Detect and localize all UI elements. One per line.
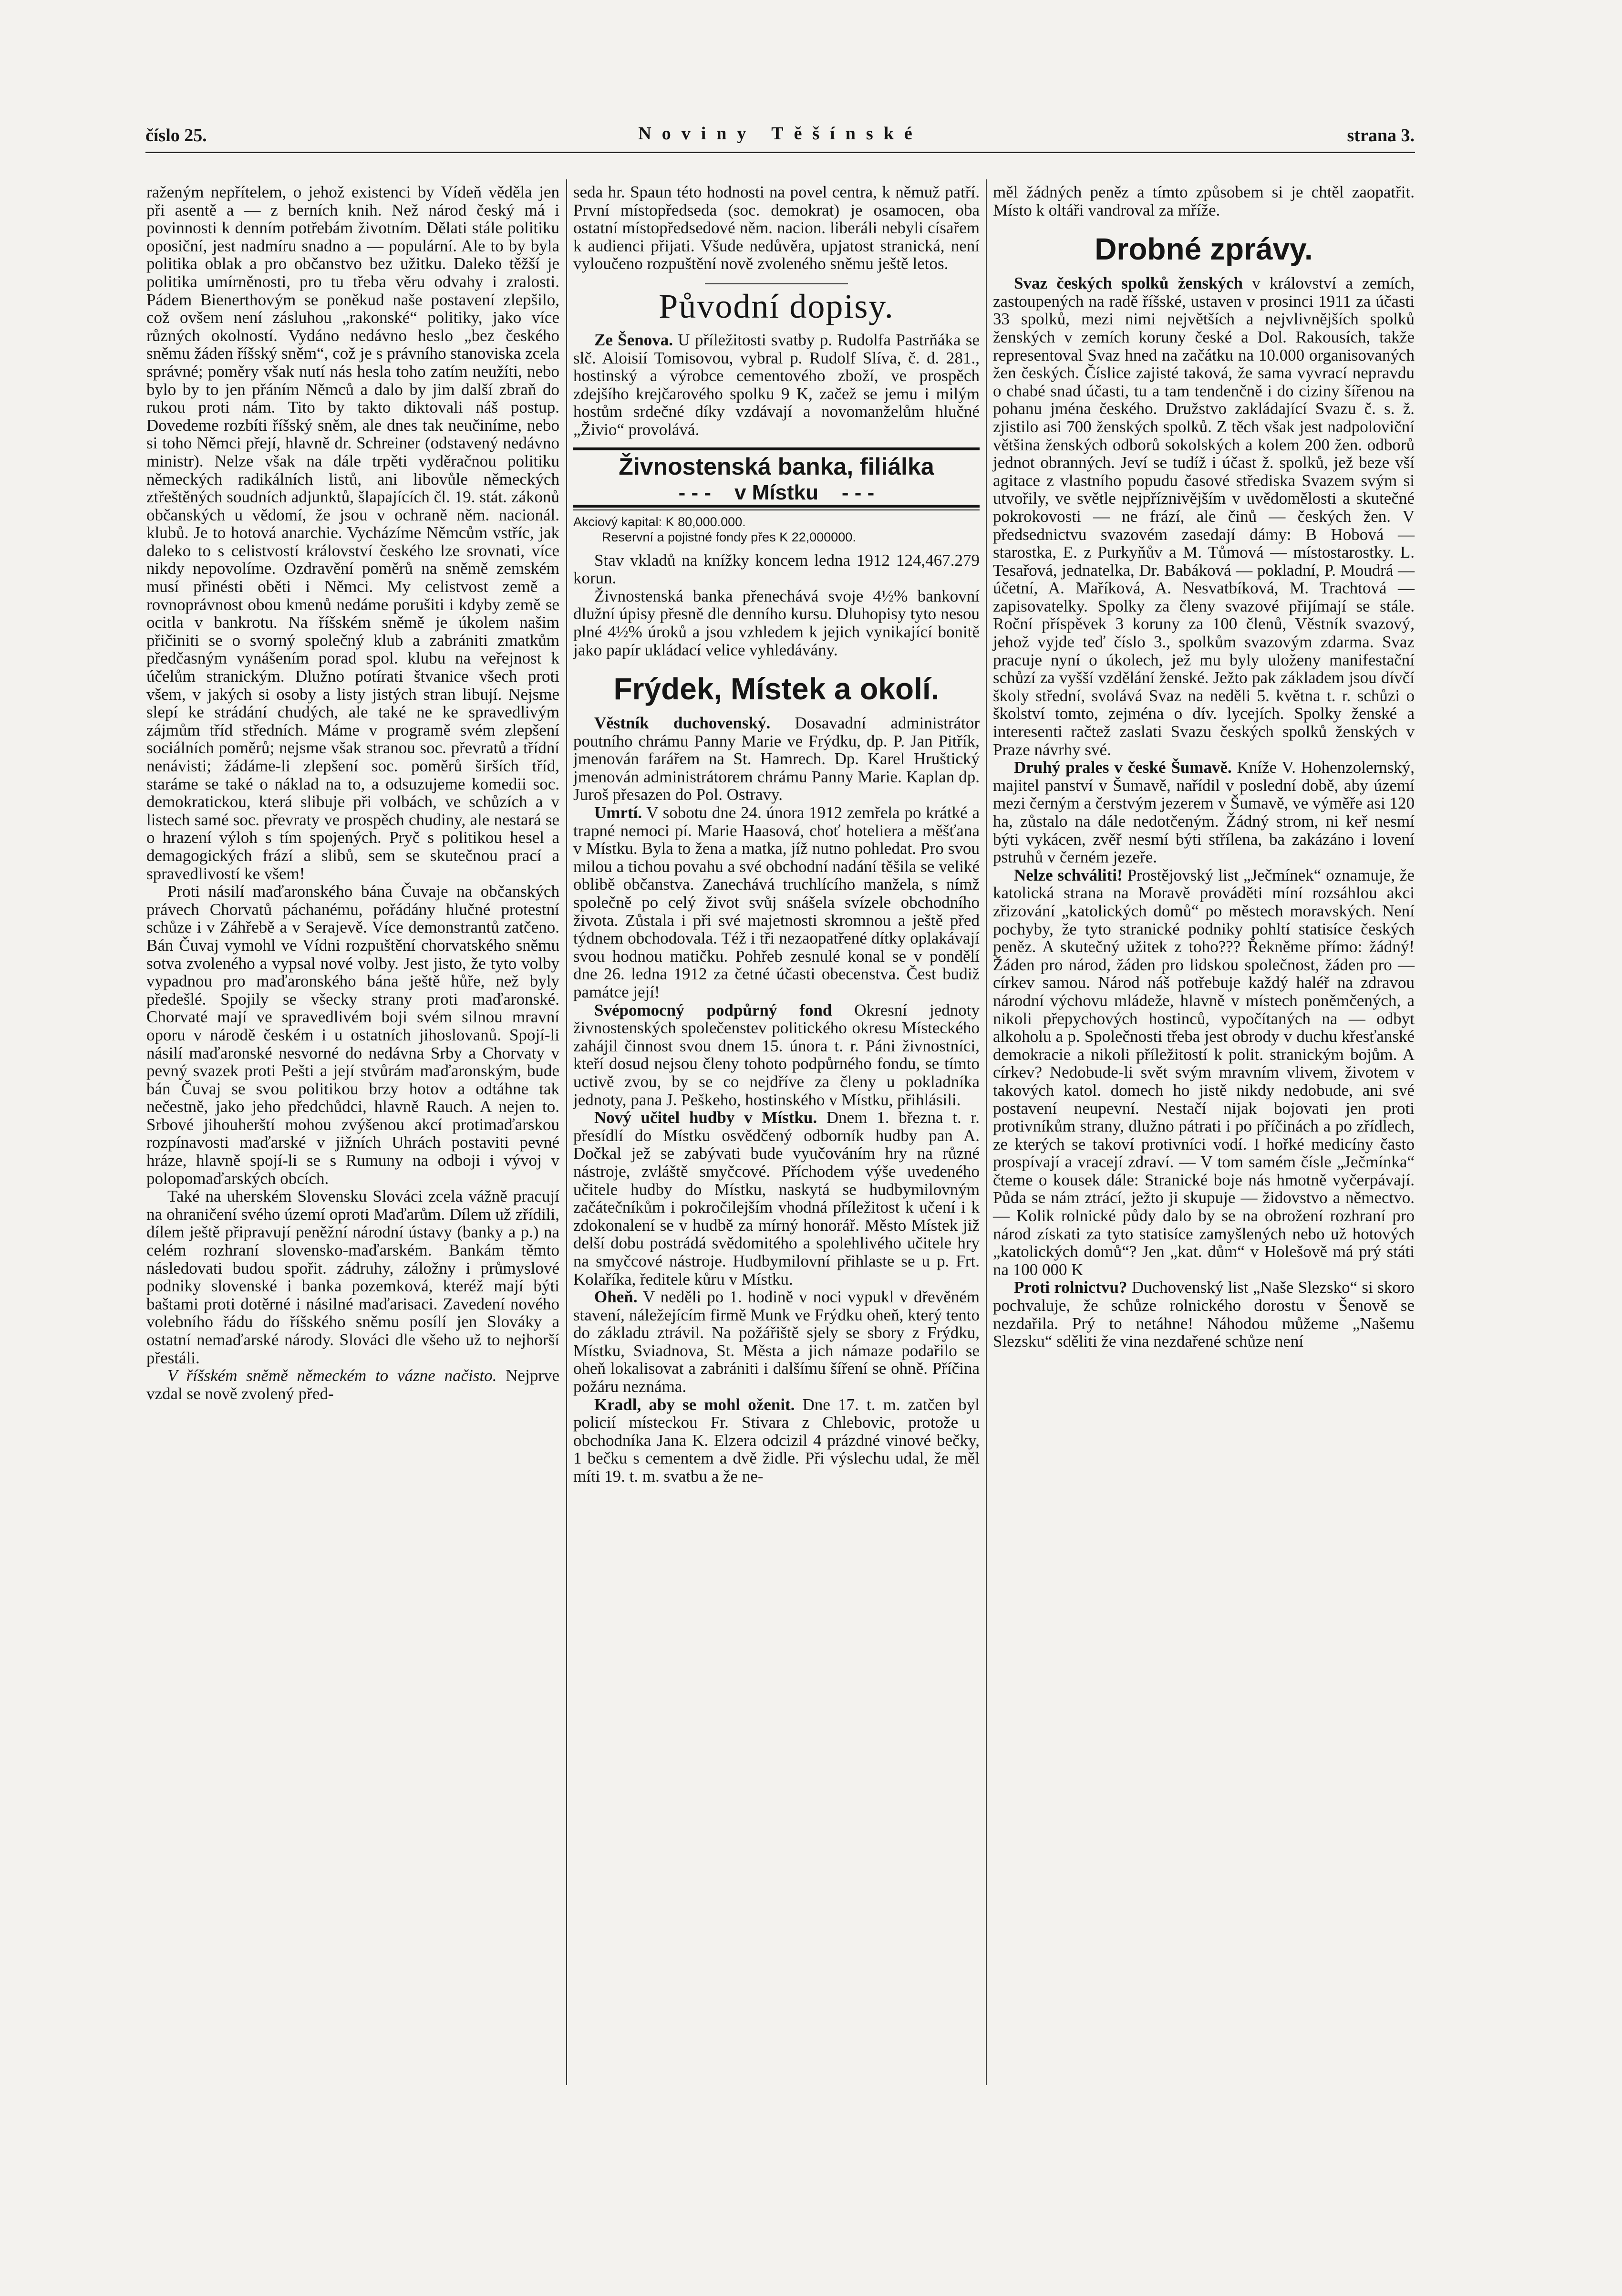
news-item-text: Dnem 1. března t. r. přesídlí do Místku osvědčený odborník hudby pan A. Dočkal jež se zabývati bude vyučováním hry na různé nástroje, zvláště smyčcové. Příchodem výše uvedeného učitele hudby do Místku, naskytá se hudbymilovným začátečníkům i pokročilejším vhodná příležitost k učení i k zdokonalení se v hudbě za mírný honorář. Město Místek již delší dobu postrádá svědomitého a spolehlivého učitele hry na smyčcové nástroje. Hudbymilovní přihlaste se u p. Frt. Kolaříka, ředitele kůru v Místku. bbox=[573, 1108, 980, 1288]
header-rule bbox=[145, 152, 1415, 153]
news-item bbox=[993, 1278, 1415, 1350]
column-divider bbox=[986, 179, 987, 2085]
news-item-text: V neděli po 1. hodině v noci vypukl v dřevěném stavení, náležejícím firmě Munk ve Frýdku oheň, který tento do základu ztrávil. Na požářiště sjely se sbory z Frýdku, Místku, Sviadnova, St. Města a jich námaze podařilo se oheň lokalisovat a zabrániti i dalšímu šíření se ohně. Příčina požáru neznáma. bbox=[573, 1288, 980, 1396]
page-number: strana 3. bbox=[1347, 125, 1415, 145]
news-item bbox=[573, 1109, 980, 1288]
news-item-text: Duchovenský list „Naše Slezsko“ si skoro pochvaluje, že schůze rolnického dorostu v Šenově se nezdařila. Prý to netáhne! Náhodou můžeme „Našemu Slezsku“ sděliti že vina nezdařené schůze není bbox=[993, 1278, 1415, 1351]
column-1 bbox=[146, 183, 559, 1403]
news-item-text: v království a zemích, zastoupených na radě říšské, ustaven v prosinci 1911 za účasti 33 spolků, mezi nimi největších a nejvlivnějších spolků ženských v zemích koruny české a Dol. Rakousích, takže representoval Svaz hned na začátku na 10.000 organisovaných žen českých. Číslice zajisté taková, že sama vyvrací nepravdu o chabé snad účasti, tu a tam tendenčně i do ciziny šířenou na pohanu jména českého. Družstvo zakládající Svazu č. s. ž. zjistilo asi 700 ženských spolků. Z těch však jest nadpoloviční většina ženských odborů sokolských a kolem 200 žen. odborů jednot obranných. Jeví se tudíž i účast ž. spolků, jež beze vší agitace z vlastního popudu časové střediska Svazem svým si utvořily, ve světle nejpříznivějším v uvědomělosti a skutečné pokrokovosti — ne frází, ale činů — českých žen. V předsednictvu svazovém zasedají dámy: B Hobová — starostka, E. z Purkyňův a M. Tůmová — místostarostky. L. Tesařová, jednatelka, Dr. Babáková — pokladní, P. Moudrá — účetní, A. Maříková, A. Nesvatbíková, M. Trachtová — zapisovatelky. Spolky za členy svazové přijímají se stále. Roční příspěvek 3 koruny za 100 členů, Věstník svazový, jehož vyjde teď číslo 3., spolkům svazovým zdarma. Svaz pracuje nyní o úkolech, jež mu byly uloženy manifestační schůzí za vyšší vzdělání ženské. Ježto pak základem jsou dívčí školy střední, svolává Svaz na neděli 5. května t. r. schůzi o školství tomto, zejména o dív. lycejích. Spolky ženské a interesenti račtež zaslati Svazu českých spolků ženských v Praze návrhy své. bbox=[993, 274, 1415, 759]
ad-capital: Akciový kapital: K 80,000.000. bbox=[573, 514, 746, 529]
news-item-text: V sobotu dne 24. února 1912 zemřela po krátké a trapné nemoci pí. Marie Haasová, choť hoteliera a měšťana v Místku. Byla to žena a matka, jíž nutno pohledat. Pro svou milou a tichou povahu a své obchodní nadání těšila se veliké oblibě občanstva. Zanechává truchlícího manžela, s nímž společně po celý život svůj snášela svízele obchodního života. Zůstala i při své majetnosti skromnou a ještě před týdnem obchodovala. Též i tři nezaopatřené dítky oplakávají svou hodnou matičku. Pohřeb zesnulé konal se v pondělí dne 26. ledna 1912 za četné účasti obecenstva. Čest budiž památce její! bbox=[573, 803, 980, 1001]
news-item-headline: Věstník duchovenský. bbox=[594, 714, 771, 733]
article-paragraph: Také na uherském Slovensku Slováci zcela vážně pracují na ohraničení svého území oproti Maďarům. Dílem už zřídili, dílem ještě připravují peněžní národní ústavy (banky a p.) na celém rozhraní slovensko-maďarském. Bankám těmto následovati budou spořit. zádruhy, záložny i průmyslové podniky slovenské i banka pozemková, kteréž mají býti baštami proti dotěrné i násilné maďarisaci. Zavedení nového volebního řádu do říšského sněmu posílí jen Slováky a ostatní nemaďarské národy. Slováci dle všeho už to nejhorší přestáli. bbox=[146, 1187, 559, 1367]
ad-subtitle: - - - v Místku - - - bbox=[678, 480, 875, 504]
news-item-headline: Druhý prales v české Šumavě. bbox=[1014, 758, 1232, 777]
ad-paragraph: Stav vkladů na knížky koncem ledna 1912 124,467.279 korun. bbox=[573, 551, 980, 588]
news-item-headline: Oheň. bbox=[594, 1288, 638, 1307]
article-paragraph: Proti násilí maďaronského bána Čuvaje na občanských právech Chorvatů páchanému, pořádány hlučné protestní schůze i v Záhřebě a v Serajevě. Více demonstrantů zatčeno. Bán Čuvaj vymohl ve Vídni rozpuštění chorvatského sněmu sotva zvoleného a vypsal nové volby. Jest jisto, že tyto volby vypadnou pro maďaronského bána ještě hůře, než byly předešlé. Spojily se všecky strany proti maďaronské. Chorvaté mají ve spravedlivém boji svém silnou mravní oporu v národě českém i u ostatních jihoslovanů. Spojí-li násilí maďaronské nesvorné do nedávna Srby a Chorvaty v pevný svazek proti Pešti a její stvůrám maďaronským, bude bán Čuvaj se svou politikou brzy hotov a odtáhne tak nečestně, jako jeho předchůdci, hlavně Rauch. A nejen to. Srbové jihouherští mohou zvýšenou akcí protimaďarskou rozpínavosti maďarské v jižních Uhrách postaviti pevné hráze, hlavně spojí-li se s Rumuny na odboji i vývoj v polopomaďarských obcích. bbox=[146, 882, 559, 1188]
italic-lead: V říšském sněmě německém to vázne načisto. bbox=[167, 1366, 497, 1385]
news-item bbox=[573, 1288, 980, 1396]
news-item-headline: Svépomocný podpůrný fond bbox=[594, 1000, 832, 1019]
news-item-text: Dne 17. t. m. zatčen byl policií místeckou Fr. Stivara z Chlebovic, protože u obchodníka Jana K. Elzera odcizil 4 prázdné vinové bečky, 1 bečku s cementem a dvě židle. Při výslechu udal, že měl míti 19. t. m. svatbu a že ne- bbox=[573, 1395, 980, 1486]
ad-funds: Reservní a pojistné fondy přes K 22,000000. bbox=[602, 530, 856, 544]
news-item bbox=[573, 1001, 980, 1109]
article-paragraph bbox=[146, 1367, 559, 1403]
news-item-text: Okresní jednoty živnostenských společenstev politického okresu Místeckého zahájil činnost svou dnem 15. února t. r. Páni živnostníci, kteří dosud nejsou členy tohoto podpůrného fondu, se tímto uctivě zvou, by se co nejdříve za členy u pokladníka jednoty, pana J. Peškeho, hostinského v Místku, přihlásili. bbox=[573, 1000, 980, 1109]
news-item-headline: Nový učitel hudby v Místku. bbox=[594, 1108, 817, 1127]
news-item bbox=[573, 331, 980, 439]
news-item bbox=[573, 714, 980, 804]
news-item-text: Kníže V. Hohenzolernský, majitel panství v Šumavě, nařídil v poslední době, aby území mezi černým a čerstvým jezerem v Šumavě, ve výměře asi 120 ha, zůstalo na dále nedotčeným. Žádný strom, ni keř nesmí býti vykácen, zvěř nesmí býti střílena, ba zakázáno i lovení pstruhů v černém jezeře. bbox=[993, 758, 1415, 867]
news-item-headline: Ze Šenova. bbox=[594, 330, 673, 349]
ad-rule-top bbox=[573, 447, 980, 450]
bank-advertisement bbox=[573, 447, 980, 659]
article-paragraph: raženým nepřítelem, o jehož existenci by Vídeň věděla jen při asentě a — z berních knih. Než národ český má i povinnosti k denním potřebám životním. Dělati stále politiku oposiční, jest nadmíru snadno a — populární. Ale to by byla politika oblak a pro občanstvo bez užitku. Daleko těžší je politika umírněnosti, pro tu třeba věru odvahy i zralosti. Pádem Bienerthovým se poněkud naše postavení zlepšilo, což ovšem není zásluhou „rakonské“ politiky, jako více různých okolností. Vydáno nedávno heslo „bez českého sněmu žáden říšský sněm“, což je s právního stanoviska zcela správné; poměry však nutí nás hesla toho zatím neužíti, nebo bylo by to jen přáním Němců a dalo by jim další zbraň do rukou proti nám. Tito by takto diktovali náš postup. Dovedeme rozbíti říšský sněm, ale dnes tak neučiníme, nebo si toho Němci přejí, hlavně dr. Schreiner (odstavený nedávno ministr). Nelze však na dále trpěti vyděračnou politiku německých radikálních listů, ani libovůle německých ztřeštěných soudních adjunktů, šlapajících čl. 19. stát. zákonů občanských u vědomí, že jsou v ochraně něm. nacionál. klubů. Je to hotová anarchie. Vycházíme Němcům vstříc, jak daleko to s celistvostí království českého lze srovnati, více nikdy nepovolíme. Ozdravění poměrů na sněmě zemském musí přinésti oběti i Němci. My celistvost země a rovnoprávnost obou kmenů nedáme porušiti i kdyby země se ocitla v bankrotu. Na říšském sněmě je úkolem našim přičiniti se o svorný společný klub a zabrániti zmatkům předčasným vynášením porad spol. klubu na veřejnost k účelům stranickým. Dlužno potírati štvanice všech proti všem, v jakých si osoby a listy jistých stran libují. Nejsme slepí ke strádání chudých, ale také ne ke spravedlivým zájmům tříd středních. Máme v programě svém zlepšení sociálních poměrů; nejsme však stranou soc. převratů a třídní nenávisti; žádáme-li zlepšení soc. poměrů širších tříd, staráme se také o náklad na to, a odsuzujeme komedii soc. demokratickou, která slibuje při volbách, ve schůzích a v listech samé soc. převraty ve prospěch chudiny, ale nestará se o hrazení výloh s tím spojených. Pryč s politikou hesel a demagogických frází a slibů, sem se skutečnou prací a spravedlivostí ke všem! bbox=[146, 183, 559, 883]
column-2 bbox=[573, 183, 980, 1486]
section-heading-drobne-zpravy: Drobné zprávy. bbox=[1095, 232, 1313, 267]
news-item-text: Prostějovský list „Ječmínek“ oznamuje, že katolická strana na Moravě prováděti míní rozsáhlou akci zřizování „katolických domů“ po městech moravských. Není pochyby, že tyto stranické podniky pohltí statisíce českých peněz. A skutečný užitek z toho??? Řekněme přímo: žádný! Žáden pro národ, žáden pro lidskou společnost, žáden pro — církev samou. Národ náš potřebuje každý haléř na zdravou národní výchovu mládeže, hlavně v místech poněmčených, a nikoli přepychových hostinců, vypočítaných na — odbyt alkoholu a p. Společnosti třeba jest obrody v duchu křesťanské demokracie a nikoli příležitostí k polit. stranickým bojům. A církev? Nedobude-li svět svým mravním vlivem, životem v takových katol. domech ho jistě nikdy nedobude, ani své postavení neupevní. Nestačí nijak bojovati jen proti protivníkům strany, dlužno pátrati i po příčinách a po zřídlech, ze kterých se takoví protivníci vodí. I hořké medicíny často prospívají a vracejí zdraví. — V tom samém čísle „Ječmínka“ čteme o kousek dále: Stranické boje nás hmotně vyčerpávají. Půda se nám ztrácí, ježto ji skupuje — židovstvo a němectvo. — Kolik rolnické půdy dalo by se na obrožení rozhraní pro národ získati za tyto statisíce zamyšlených nebo už hotových „katolických domů“? Jen „kat. dům“ v Holešově má prý státi na 100 000 K bbox=[993, 865, 1415, 1279]
paragraph-text: Nejprve vzdal se nově zvolený před- bbox=[146, 1366, 560, 1403]
section-rule bbox=[705, 283, 848, 284]
section-heading-frydek-mistek: Frýdek, Místek a okolí. bbox=[613, 672, 940, 706]
issue-number: číslo 25. bbox=[145, 125, 207, 145]
news-item bbox=[993, 866, 1415, 1279]
ad-title: Živnostenská banka, filiálka bbox=[619, 453, 934, 480]
news-item-headline: Kradl, aby se mohl oženit. bbox=[594, 1395, 795, 1414]
news-item bbox=[993, 758, 1415, 866]
news-item bbox=[573, 1396, 980, 1486]
news-item bbox=[573, 804, 980, 1001]
column-divider bbox=[566, 179, 567, 2085]
news-item-headline: Nelze schváliti! bbox=[1014, 865, 1123, 884]
section-heading-puvodni-dopisy: Původní dopisy. bbox=[659, 287, 894, 325]
news-item-text: U příležitosti svatby p. Rudolfa Pastrňáka se slč. Aloisií Tomisovou, vybral p. Rudolf Slíva, č. d. 281., hostinský a výrobce cementového zboží, ve prospěch zdejšího krejčarového spolku 9 K, začež se jemu i milým hostům srdečné díky vzdávají a novomanželům hlučné „Živio“ provolává. bbox=[573, 330, 980, 439]
news-item-text: Dosavadní administrátor poutního chrámu Panny Marie ve Frýdku, dp. P. Jan Pitřík, jmenován farářem na St. Hamrech. Dp. Karel Hruštický jmenován administrátorem chrámu Panny Marie. Kaplan dp. Juroš přesazen do Pol. Ostravy. bbox=[573, 714, 980, 804]
newspaper-title: Noviny Těšínské bbox=[638, 124, 923, 144]
article-paragraph: měl žádných peněz a tímto způsobem si je chtěl zaopatřit. Místo k oltáři vandroval za mříže. bbox=[993, 183, 1415, 219]
news-item-headline: Umrtí. bbox=[594, 803, 642, 822]
ad-paragraph: Živnostenská banka přenechává svoje 4½% bankovní dlužní úpisy přesně dle denního kursu. Dluhopisy tyto nesou plné 4½% úroků a jsou vzhledem k jejich vynikající bonitě jako papír ukládací velice vyhledávány. bbox=[573, 586, 980, 659]
news-item-headline: Svaz českých spolků ženských bbox=[1014, 274, 1243, 293]
ad-rule-bottom bbox=[573, 505, 980, 510]
article-paragraph: seda hr. Spaun této hodnosti na povel centra, k němuž patří. První místopředseda (soc. demokrat) je osamocen, oba ostatní místopředsedové něm. nacion. liberáli nebyli císařem k audienci přijati. Všude nedůvěra, upjatost stranická, není vyloučeno rozpuštění nově zvoleného sněmu ještě letos. bbox=[573, 183, 980, 273]
news-item-headline: Proti rolnictvu? bbox=[1014, 1278, 1127, 1297]
column-3 bbox=[993, 183, 1415, 1351]
news-item bbox=[993, 274, 1415, 758]
